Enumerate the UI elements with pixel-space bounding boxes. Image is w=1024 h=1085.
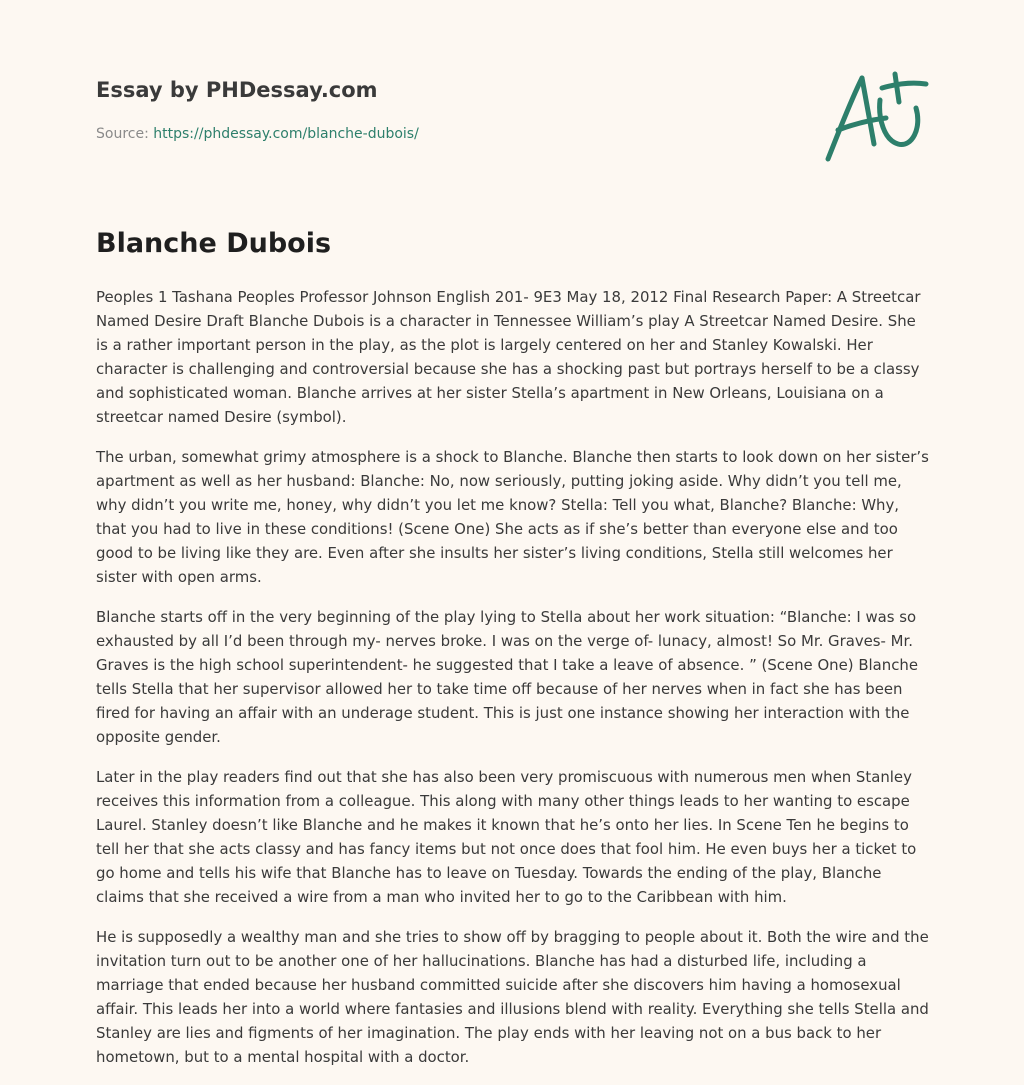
- essay-paragraph: Blanche starts off in the very beginning of the play lying to Stella about her work situation: “Blanche: I was so exhausted by all I’d been through my- nerves broke. I was on the verge of- lunacy, almost! So Mr. Graves- Mr. Graves is the high school superintendent- he suggested that I take a leave of absence. ” (Scene One) Blanche tells Stella that her supervisor allowed her to take time off because of her nerves when in fact she has been fired for having an affair with an underage student. This is just one instance showing her interaction with the opposite gender.: [96, 608, 919, 746]
- essay-paragraph: He is supposedly a wealthy man and she tries to show off by bragging to people about it. Both the wire and the invitation turn out to be another one of her hallucinations. Blanche has had a disturbed life, including a marriage that ended because her husband committed suicide after she discovers him having a homosexual affair. This leads her into a world where fantasies and illusions blend with reality. Everything she tells Stella and Stanley are lies and figments of her imagination. The play ends with her leaving not on a bus back to her hometown, but to a mental hospital with a doctor.: [96, 928, 929, 1066]
- site-brand: Essay by PHDessay.com: [96, 78, 378, 102]
- source-label: Source:: [96, 126, 149, 142]
- source-line: [96, 124, 796, 144]
- essay-paragraph: Peoples 1 Tashana Peoples Professor Johnson English 201- 9E3 May 18, 2012 Final Research Paper: A Streetcar Named Desire Draft Blanche Dubois is a character in Tennessee William’s play A Streetcar Named Desire. She is a rather important person in the play, as the plot is largely centered on her and Stanley Kowalski. Her character is challenging and controversial because she has a shocking past but portrays herself to be a classy and sophisticated woman. Blanche arrives at her sister Stella’s apartment in New Orleans, Louisiana on a streetcar named Desire (symbol).: [96, 288, 921, 426]
- page-header: [96, 76, 796, 144]
- essay-title: Blanche Dubois: [96, 228, 332, 259]
- essay-paragraph: The urban, somewhat grimy atmosphere is a shock to Blanche. Blanche then starts to look down on her sister’s apartment as well as her husband: Blanche: No, now seriously, putting joking aside. Why didn’t you tell me, why didn’t you write me, honey, why didn’t you let me know? Stella: Tell you what, Blanche? Blanche: Why, that you had to live in these conditions! (Scene One) She acts as if she’s better than everyone else and too good to be living like they are. Even after she insults her sister’s living conditions, Stella still welcomes her sister with open arms.: [96, 448, 929, 586]
- source-link[interactable]: https://phdessay.com/blanche-dubois/: [153, 126, 419, 142]
- a-plus-grade-icon: [820, 64, 930, 168]
- essay-paragraph: Later in the play readers find out that she has also been very promiscuous with numerous men when Stanley receives this information from a colleague. This along with many other things leads to her wanting to escape Laurel. Stanley doesn’t like Blanche and he makes it known that he’s onto her lies. In Scene Ten he begins to tell her that she acts classy and has fancy items but not once does that fool him. He even buys her a ticket to go home and tells his wife that Blanche has to leave on Tuesday. Towards the ending of the play, Blanche claims that she received a wire from a man who invited her to go to the Caribbean with him.: [96, 768, 917, 906]
- essay-body: [96, 285, 930, 1085]
